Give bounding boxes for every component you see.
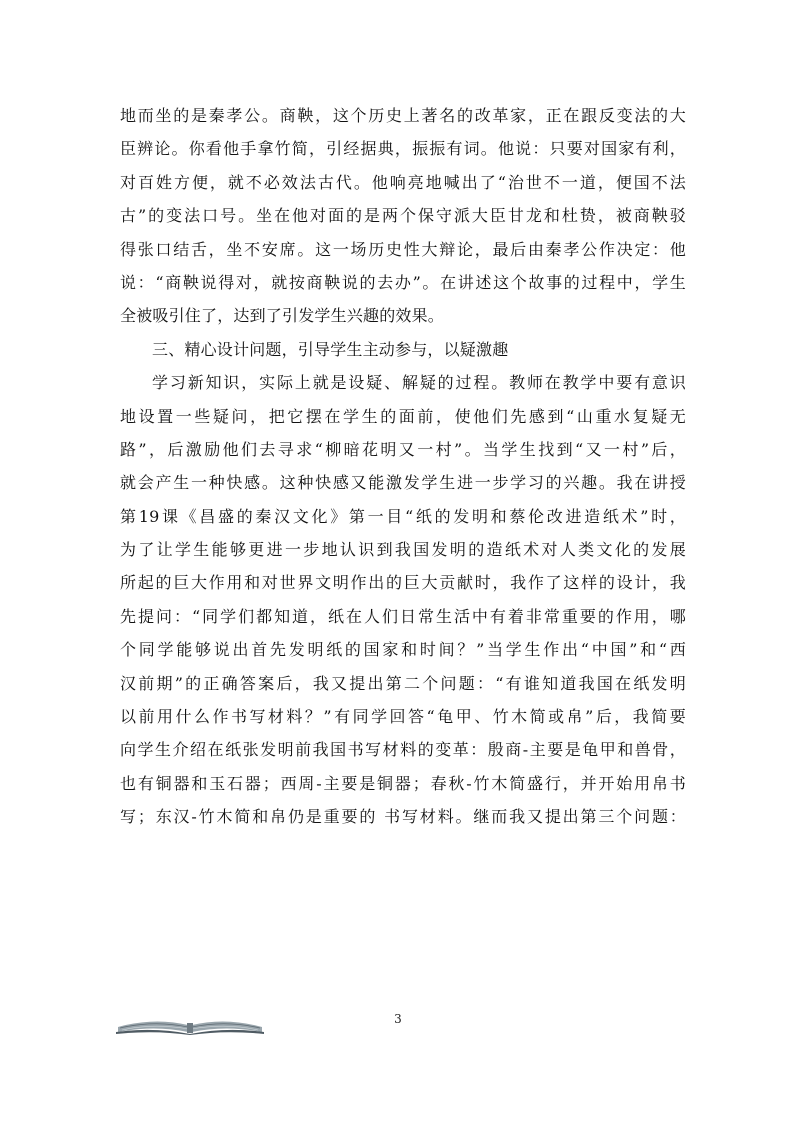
paragraph-line: 古”的变法口号。坐在他对面的是两个保守派大臣甘龙和杜贽，被商鞅驳 — [120, 206, 686, 226]
paragraph-line: 地设置一些疑问，把它摆在学生的面前，使他们先感到“山重水复疑无 — [120, 406, 686, 426]
section-heading: 三、精心设计问题，引导学生主动参与，以疑激趣 — [152, 339, 509, 359]
paragraph-line: 个同学能够说出首先发明纸的国家和时间？”当学生作出“中国”和“西 — [120, 640, 686, 660]
paragraph-line: 全被吸引住了，达到了引发学生兴趣的效果。 — [120, 306, 445, 326]
paragraph-line: 以前用什么作书写材料？”有同学回答“龟甲、竹木简或帛”后，我简要 — [120, 707, 686, 727]
paragraph-line: 得张口结舌，坐不安席。这一场历史性大辩论，最后由秦孝公作决定：他 — [120, 239, 686, 259]
open-book-icon — [116, 1013, 264, 1035]
paragraph-line: 写；东汉-竹木简和帛仍是重要的 书写材料。继而我又提出第三个问题： — [120, 807, 686, 827]
paragraph-line: 向学生介绍在纸张发明前我国书写材料的变革：殷商-主要是龟甲和兽骨， — [120, 740, 686, 760]
paragraph-line: 对百姓方便，就不必效法古代。他响亮地喊出了“治世不一道，便国不法 — [120, 172, 686, 192]
paragraph-line: 说：“商鞅说得对，就按商鞅说的去办”。在讲述这个故事的过程中，学生 — [120, 272, 686, 292]
paragraph-line: 先提问：“同学们都知道，纸在人们日常生活中有着非常重要的作用，哪 — [120, 606, 686, 626]
page-number: 3 — [394, 1012, 402, 1026]
paragraph-line: 所起的巨大作用和对世界文明作出的巨大贡献时，我作了这样的设计，我 — [120, 573, 686, 593]
paragraph-line: 汉前期”的正确答案后，我又提出第二个问题：“有谁知道我国在纸发明 — [120, 673, 686, 693]
body-text — [120, 99, 686, 834]
paragraph-line: 也有铜器和玉石器；西周-主要是铜器；春秋-竹木简盛行，并开始用帛书 — [120, 773, 686, 793]
paragraph-line: 第19课《昌盛的秦汉文化》第一目“纸的发明和蔡伦改进造纸术”时， — [120, 506, 686, 526]
paragraph-line: 为了让学生能够更进一步地认识到我国发明的造纸术对人类文化的发展 — [120, 540, 686, 560]
paragraph-line: 臣辨论。你看他手拿竹简，引经据典，振振有词。他说：只要对国家有利， — [120, 139, 686, 159]
paragraph-line: 就会产生一种快感。这种快感又能激发学生进一步学习的兴趣。我在讲授 — [120, 473, 686, 493]
paragraph-line: 地而坐的是秦孝公。商鞅，这个历史上著名的改革家，正在跟反变法的大 — [120, 106, 686, 125]
paragraph-line: 路”，后激励他们去寻求“柳暗花明又一村”。当学生找到“又一村”后， — [120, 439, 686, 459]
paragraph-line: 学习新知识，实际上就是设疑、解疑的过程。教师在教学中要有意识 — [152, 373, 686, 393]
